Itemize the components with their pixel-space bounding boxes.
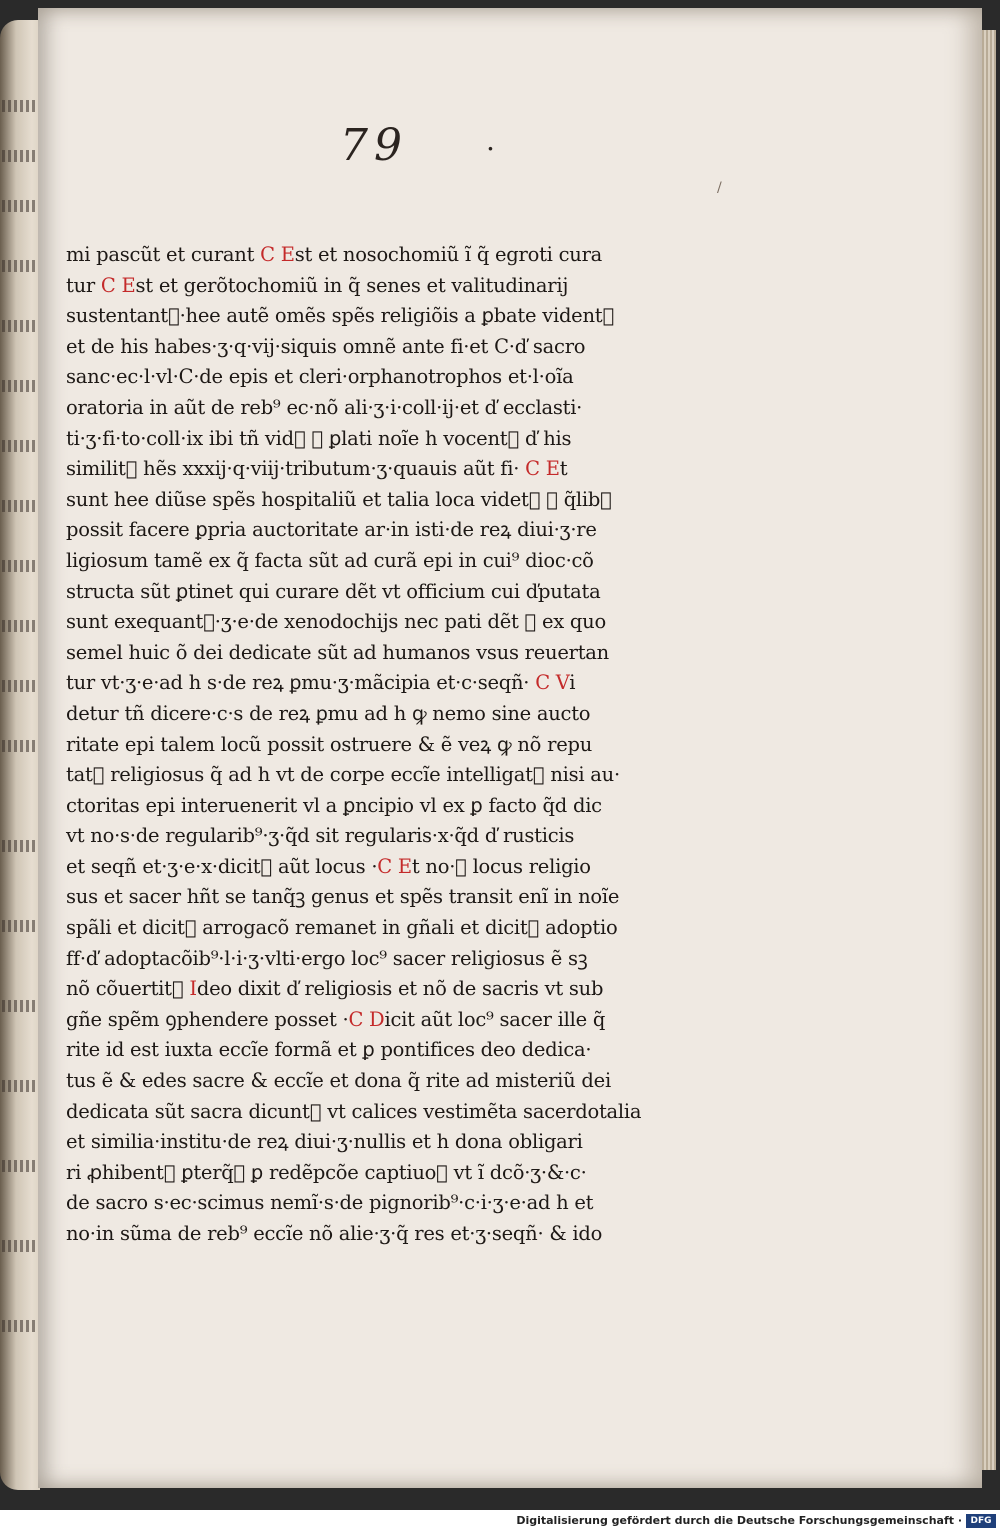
text-segment: sunt exequant᷑·ʒ·e·de xenodochijs nec pati dẽt ꝙ ex quo <box>66 610 606 634</box>
text-line <box>66 913 666 944</box>
text-segment: t no·ꝙ locus religio <box>411 854 591 878</box>
text-segment: ff·ď adoptacõib⁹·l·i·ʒ·vlti·ergo loc⁹ sacer religiosus ẽ sꝫ <box>66 946 588 970</box>
text-line <box>66 454 666 485</box>
text-line <box>66 424 666 455</box>
text-line <box>66 332 666 363</box>
text-line <box>66 974 666 1005</box>
text-segment: et de his habes·ʒ·q·vij·siquis omnẽ ante fi·et C·ď sacro <box>66 334 586 358</box>
text-segment: st et nosochomiũ ĩ q̃ egroti cura <box>294 243 603 266</box>
page-stack-edge <box>982 30 996 1470</box>
text-segment: de sacro s·ec·scimus nemĩ·s·de pignorib⁹·c·i·ʒ·e·ad h et <box>66 1191 594 1215</box>
text-segment: dedicata sũt sacra dicunt᷑ vt calices vestimẽta sacerdotalia <box>66 1099 642 1123</box>
text-segment: rite id est iuxta eccĩe formã et ꝑ pontifices deo dedica· <box>66 1038 592 1062</box>
text-segment: structa sũt ꝑtinet qui curare dẽt vt officium cui ďputata <box>66 579 601 603</box>
text-line <box>66 546 666 577</box>
text-segment: tus ẽ & edes sacre & eccĩe et dona q̃ rite ad misteriũ dei <box>66 1069 611 1093</box>
text-segment: nõ cõuertit᷑ <box>66 977 190 1001</box>
text-line <box>66 699 666 730</box>
folio-dot: . <box>486 124 495 157</box>
text-segment: ri ꝓhibent᷑ ꝑterq̃ꝫ ꝑ redẽpcõe captiuoꝝ vt ĩ dcõ·ʒ·&·c· <box>66 1160 587 1184</box>
text-line <box>66 1188 666 1219</box>
text-segment: tur <box>66 273 101 297</box>
text-line <box>66 668 666 699</box>
footer-bar <box>0 1510 1000 1533</box>
text-segment: detur tñ dicere·c·s de reꝝ ꝑmu ad h ꝙ nemo sine aucto <box>66 701 591 725</box>
rubric-initial: C E <box>377 854 412 878</box>
text-segment: gñe spẽm ꝯphendere posset · <box>66 1007 349 1031</box>
text-segment: icit aũt loc⁹ sacer ille q̃ <box>384 1007 606 1031</box>
text-segment: i <box>569 671 576 695</box>
text-line <box>66 577 666 608</box>
text-line <box>66 485 666 516</box>
text-segment: no·in sũma de reb⁹ eccĩe nõ alie·ʒ·q̃ res et·ʒ·seqñ· & ido <box>66 1222 603 1245</box>
text-line <box>66 301 666 332</box>
text-line <box>66 240 666 271</box>
text-segment: similit᷑ hẽs xxxij·q·viij·tributum·ʒ·quauis aũt fi· <box>66 457 526 481</box>
text-line <box>66 515 666 546</box>
text-segment: t <box>559 457 568 481</box>
text-segment: tur vt·ʒ·e·ad h s·de reꝝ ꝑmu·ʒ·mãcipia et·c·seqñ· <box>66 671 536 695</box>
rubric-initial: C V <box>535 671 570 695</box>
text-segment: ctoritas epi interuenerit vl a ꝑncipio vl ex ꝑ facto q̃d dic <box>66 793 602 817</box>
text-segment: mi pascũt et curant <box>66 243 261 266</box>
text-line <box>66 1005 666 1036</box>
text-segment: spãli et dicit᷑ arrogacõ remanet in gñali et dicit᷑ adoptio <box>66 916 618 940</box>
text-segment: deo dixit ď religiosis et nõ de sacris vt sub <box>196 977 604 1001</box>
text-segment: ritate epi talem locũ possit ostruere & ẽ veꝝ ꝙ nõ repu <box>66 732 593 756</box>
text-segment: st et gerõtochomiũ in q̃ senes et valitudinarij <box>135 273 569 297</box>
text-line <box>66 944 666 975</box>
rubric-initial: C D <box>348 1007 385 1031</box>
text-segment: semel huic õ dei dedicate sũt ad humanos vsus reuertan <box>66 640 609 664</box>
text-segment: tat᷑ religiosus q̃ ad h vt de corpe eccĩe intelligat᷑ nisi au· <box>66 763 620 787</box>
text-line <box>66 760 666 791</box>
rubric-initial: C E <box>100 273 136 297</box>
text-line <box>66 852 666 883</box>
text-segment: vt no·s·de regularib⁹·ʒ·q̃d sit regularis·x·q̃d ď rusticis <box>66 824 575 848</box>
text-segment: oratoria in aũt de reb⁹ ec·nõ ali·ʒ·i·coll·ij·et ď ecclasti· <box>66 395 583 419</box>
stray-mark: / <box>717 180 722 196</box>
text-line <box>66 1066 666 1097</box>
text-line <box>66 607 666 638</box>
text-segment: sanc·ec·l·vl·C·de epis et cleri·orphanotrophos et·l·oĩa <box>66 365 574 389</box>
text-segment: sus et sacer hñt se tanq̃ꝫ genus et spẽs transit enĩ in noĩe <box>66 885 620 909</box>
text-line <box>66 1158 666 1189</box>
text-segment: sunt hee diũse spẽs hospitaliũ et talia loca videt᷑ ꝙ q̃libꝫ <box>66 487 612 511</box>
text-line <box>66 393 666 424</box>
text-line <box>66 730 666 761</box>
rubric-initial: I <box>189 977 197 1001</box>
text-column <box>66 240 666 1250</box>
text-segment: ti·ʒ·fi·to·coll·ix ibi tñ vid᷑ ꝙ ꝑlati noĩe h vocent᷑ ď his <box>66 426 572 450</box>
text-segment: et similia·institu·de reꝝ diui·ʒ·nullis et h dona obligari <box>66 1130 583 1154</box>
text-line <box>66 1219 666 1250</box>
text-line <box>66 1127 666 1158</box>
text-segment: et seqñ et·ʒ·e·x·dicit᷑ aũt locus · <box>66 854 378 878</box>
text-line <box>66 791 666 822</box>
previous-page-edge <box>0 20 40 1490</box>
text-segment: ligiosum tamẽ ex q̃ facta sũt ad curã epi in cui⁹ dioc·cõ <box>66 548 594 572</box>
text-line <box>66 362 666 393</box>
text-line <box>66 271 666 302</box>
text-line <box>66 1035 666 1066</box>
text-line <box>66 821 666 852</box>
text-segment: sustentant᷑·hee autẽ omẽs spẽs religiõis a ꝑbate vident᷑ <box>66 304 615 328</box>
text-line <box>66 882 666 913</box>
folio-number: 79 <box>340 120 408 171</box>
footer-credit: Digitalisierung gefördert durch die Deutsche Forschungsgemeinschaft · <box>516 1514 962 1527</box>
rubric-initial: C E <box>525 457 560 481</box>
dfg-logo-icon: DFG <box>966 1514 996 1528</box>
text-line <box>66 638 666 669</box>
text-segment: possit facere ꝑpria auctoritate ar·in isti·de reꝝ diui·ʒ·re <box>66 518 597 542</box>
rubric-initial: C E <box>260 243 295 266</box>
text-line <box>66 1097 666 1128</box>
